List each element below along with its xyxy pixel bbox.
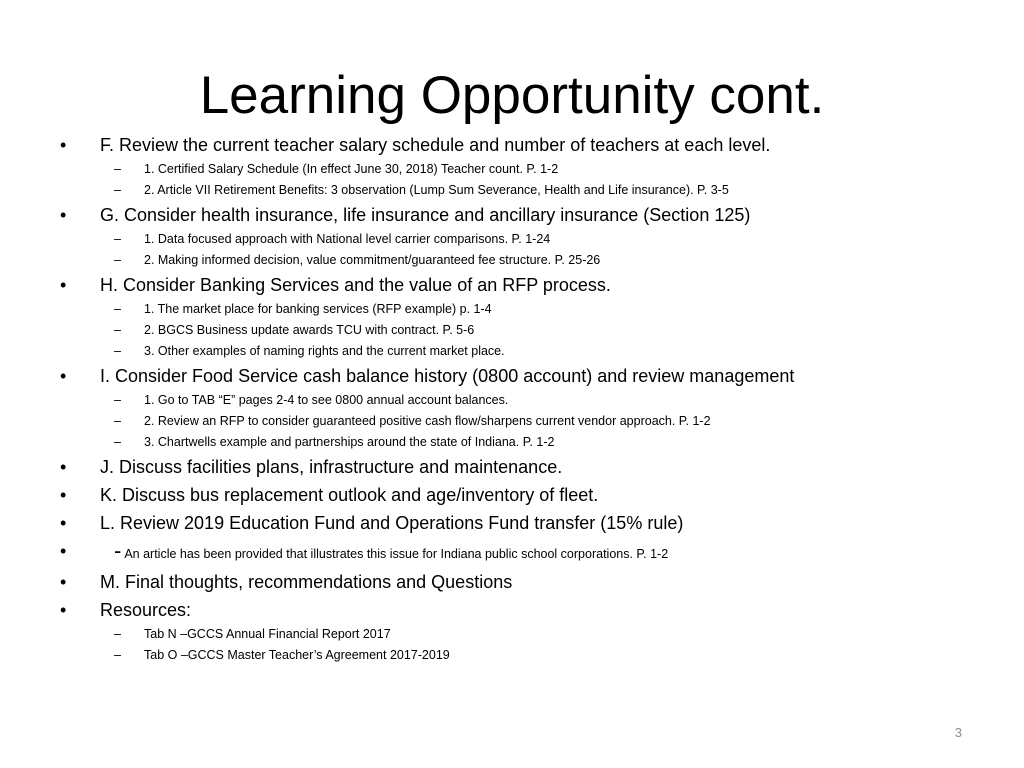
bullet-item-j [58,453,998,481]
bullet-item-i [58,362,998,390]
bullet-item-h [58,271,998,299]
sub-item-text: 2. Making informed decision, value commitment/guaranteed fee structure. P. 25-26 [144,253,601,267]
bullet-text: M. Final thoughts, recommendations and Questions [100,572,513,592]
sub-item-text: 3. Chartwells example and partnerships around the state of Indiana. P. 1-2 [144,435,555,449]
bullet-item-g [58,201,998,229]
bullet-icon: • [60,205,67,225]
bullet-text: J. Discuss facilities plans, infrastructure and maintenance. [100,457,563,477]
page-number: 3 [954,725,962,740]
bullet-item-f [58,131,998,159]
dash-icon: - [114,538,122,563]
bullet-item-k [58,481,998,509]
sub-item [58,180,998,201]
bullet-text: F. Review the current teacher salary schedule and number of teachers at each level. [100,135,771,155]
bullet-item-l [58,509,998,537]
dash-icon: – [114,627,121,641]
dash-icon: – [114,253,121,267]
sub-item-text: 1. Go to TAB “E” pages 2-4 to see 0800 annual account balances. [144,393,509,407]
bullet-text: An article has been provided that illustrates this issue for Indiana public school corporations. P. 1-2 [124,547,669,561]
sub-item-text: 1. The market place for banking services (RFP example) p. 1-4 [144,302,492,316]
dash-icon: – [114,302,121,316]
sub-item-text: 2. Article VII Retirement Benefits: 3 observation (Lump Sum Severance, Health and Life insurance). P. 3-5 [144,183,729,197]
bullet-text: L. Review 2019 Education Fund and Operations Fund transfer (15% rule) [100,513,684,533]
bullet-icon: • [60,457,67,477]
sub-item [58,624,998,645]
bullet-icon: • [60,572,67,592]
bullet-icon: • [60,600,67,620]
bullet-item-resources [58,596,998,624]
sub-item-text: Tab O –GCCS Master Teacher’s Agreement 2017-2019 [144,648,450,662]
dash-icon: – [114,232,121,246]
bullet-icon: • [60,541,67,561]
sub-item-text: 1. Certified Salary Schedule (In effect June 30, 2018) Teacher count. P. 1-2 [144,162,559,176]
sub-item [58,390,998,411]
bullet-text: G. Consider health insurance, life insurance and ancillary insurance (Section 125) [100,205,751,225]
bullet-item-m [58,568,998,596]
dash-icon: – [114,435,121,449]
slide-content [58,131,998,666]
bullet-text: I. Consider Food Service cash balance history (0800 account) and review management [100,366,795,386]
bullet-icon: • [60,275,67,295]
sub-item-text: Tab N –GCCS Annual Financial Report 2017 [144,627,391,641]
sub-item [58,320,998,341]
bullet-text: H. Consider Banking Services and the value of an RFP process. [100,275,611,295]
dash-icon: – [114,414,121,428]
sub-item [58,645,998,666]
sub-item-text: 2. Review an RFP to consider guaranteed positive cash flow/sharpens current vendor approach. P. 1-2 [144,414,711,428]
bullet-item-article-note [58,537,998,568]
sub-item [58,250,998,271]
sub-item-text: 3. Other examples of naming rights and the current market place. [144,344,505,358]
dash-icon: – [114,162,121,176]
bullet-icon: • [60,135,67,155]
dash-icon: – [114,323,121,337]
sub-item-text: 1. Data focused approach with National level carrier comparisons. P. 1-24 [144,232,551,246]
dash-icon: – [114,393,121,407]
sub-item [58,229,998,250]
sub-item [58,159,998,180]
sub-item [58,299,998,320]
sub-item [58,432,998,453]
bullet-text: Resources: [100,600,192,620]
slide-title: Learning Opportunity cont. [199,66,825,125]
bullet-icon: • [60,513,67,533]
bullet-icon: • [60,366,67,386]
dash-icon: – [114,344,121,358]
dash-icon: – [114,648,121,662]
dash-icon: – [114,183,121,197]
bullet-icon: • [60,485,67,505]
bullet-text: K. Discuss bus replacement outlook and age/inventory of fleet. [100,485,599,505]
sub-item [58,411,998,432]
sub-item-text: 2. BGCS Business update awards TCU with contract. P. 5-6 [144,323,475,337]
sub-item [58,341,998,362]
